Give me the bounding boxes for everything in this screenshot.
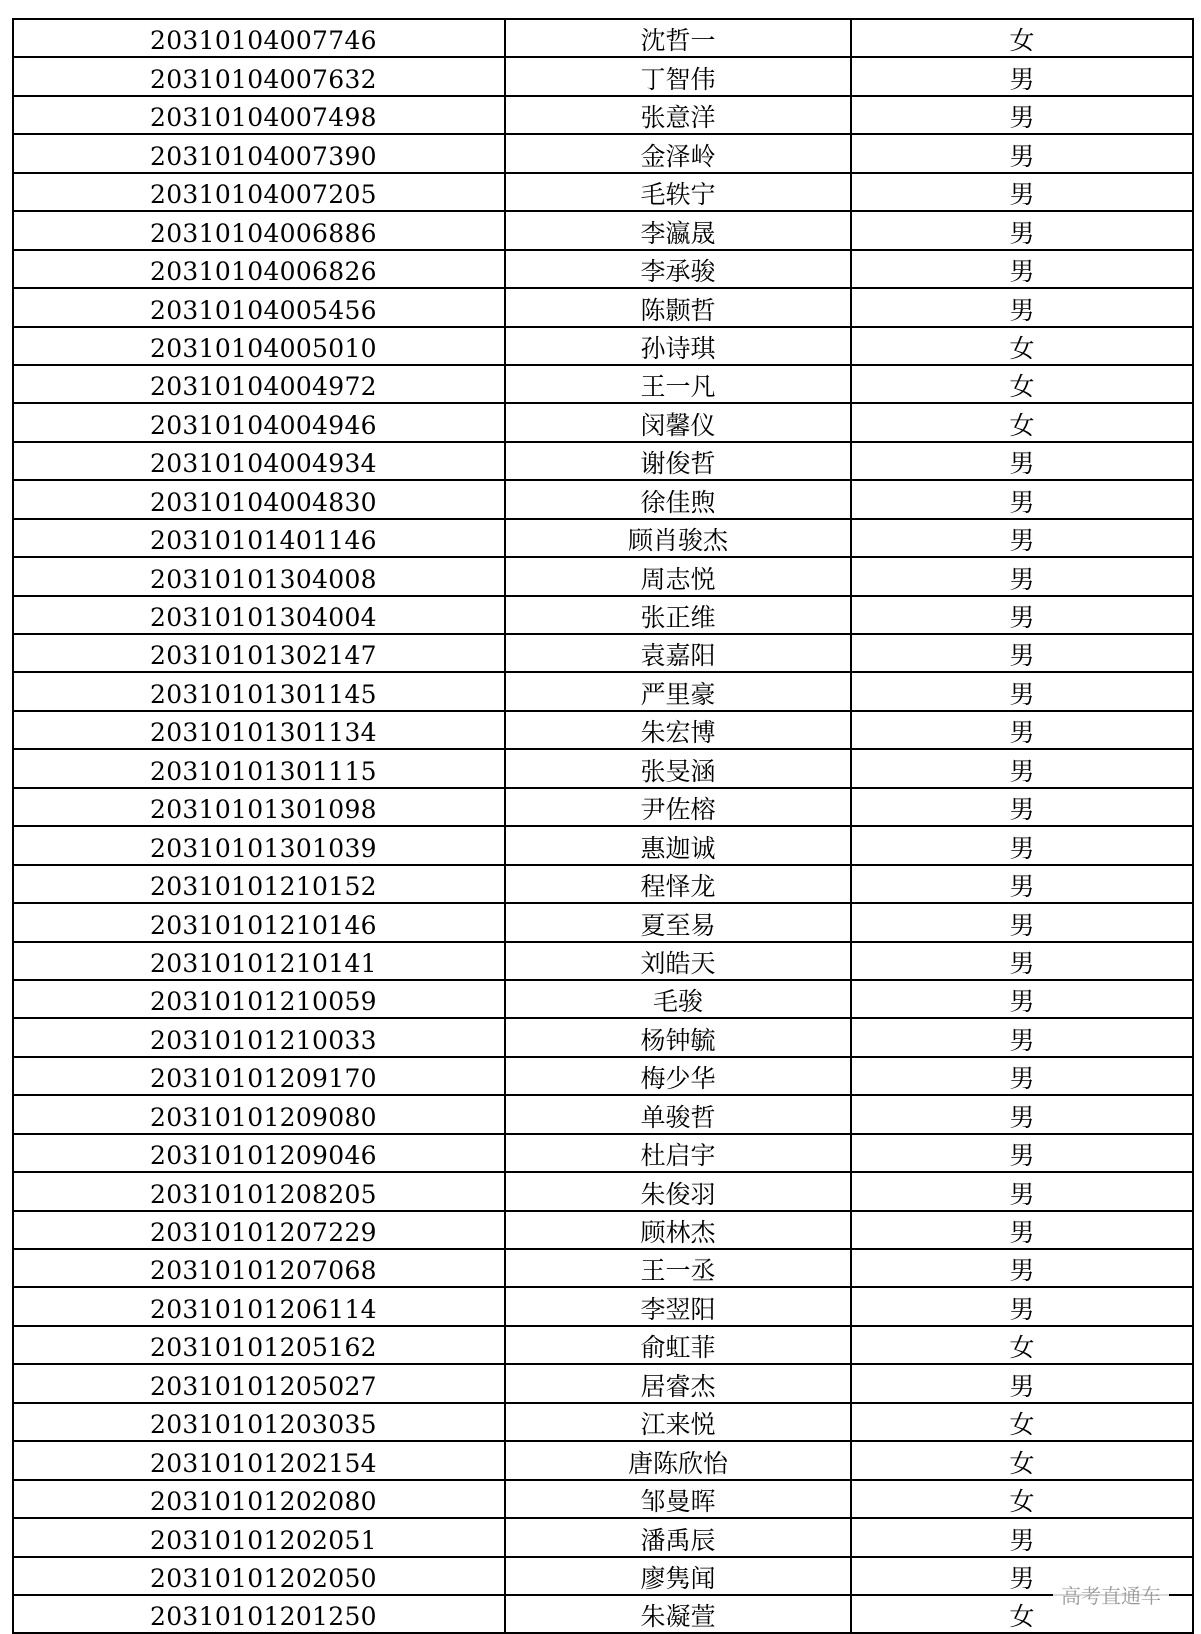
gender-cell: 男: [851, 480, 1193, 518]
student-name-cell: 朱凝萱: [505, 1595, 851, 1633]
student-name-cell: 王一凡: [505, 365, 851, 403]
candidate-id-cell: 20310101203035: [13, 1403, 505, 1441]
student-name-cell: 刘皓天: [505, 942, 851, 980]
student-name-cell: 梅少华: [505, 1057, 851, 1095]
table-row: [13, 1057, 1193, 1095]
gender-cell: 男: [851, 788, 1193, 826]
student-name-cell: 闵馨仪: [505, 403, 851, 441]
table-row: [13, 942, 1193, 980]
student-name-cell: 廖隽闻: [505, 1557, 851, 1595]
candidate-id-cell: 20310101304004: [13, 596, 505, 634]
student-name-cell: 朱宏博: [505, 711, 851, 749]
gender-cell: 男: [851, 442, 1193, 480]
candidate-id-cell: 20310101301134: [13, 711, 505, 749]
gender-cell: 女: [851, 19, 1193, 57]
student-name-cell: 毛骏: [505, 980, 851, 1018]
gender-cell: 女: [851, 1441, 1193, 1479]
table-row: [13, 327, 1193, 365]
table-row: [13, 1211, 1193, 1249]
table-row: [13, 634, 1193, 672]
student-name-cell: 程怿龙: [505, 865, 851, 903]
table-row: [13, 211, 1193, 249]
student-name-cell: 李承骏: [505, 250, 851, 288]
student-name-cell: 陈颢哲: [505, 288, 851, 326]
table-row: [13, 1595, 1193, 1633]
student-name-cell: 杨钟毓: [505, 1018, 851, 1056]
candidate-id-cell: 20310101301098: [13, 788, 505, 826]
gender-cell: 男: [851, 1211, 1193, 1249]
gender-cell: 女: [851, 1403, 1193, 1441]
student-name-cell: 居睿杰: [505, 1364, 851, 1402]
candidate-id-cell: 20310104007632: [13, 57, 505, 95]
candidate-id-cell: 20310101209080: [13, 1095, 505, 1133]
student-name-cell: 杜启宇: [505, 1134, 851, 1172]
gender-cell: 男: [851, 173, 1193, 211]
gender-cell: 男: [851, 519, 1193, 557]
gender-cell: 女: [851, 1480, 1193, 1518]
candidate-id-cell: 20310104004934: [13, 442, 505, 480]
student-name-cell: 沈哲一: [505, 19, 851, 57]
gender-cell: 男: [851, 1134, 1193, 1172]
gender-cell: 男: [851, 1287, 1193, 1325]
gender-cell: 男: [851, 1057, 1193, 1095]
student-name-cell: 顾林杰: [505, 1211, 851, 1249]
candidate-id-cell: 20310104007746: [13, 19, 505, 57]
table-row: [13, 1095, 1193, 1133]
student-name-cell: 唐陈欣怡: [505, 1441, 851, 1479]
gender-cell: 男: [851, 711, 1193, 749]
candidate-id-cell: 20310101210033: [13, 1018, 505, 1056]
candidate-id-cell: 20310104004972: [13, 365, 505, 403]
gender-cell: 男: [851, 634, 1193, 672]
candidate-id-cell: 20310101304008: [13, 557, 505, 595]
candidate-id-cell: 20310101301039: [13, 826, 505, 864]
table-row: [13, 1364, 1193, 1402]
candidate-id-cell: 20310104007498: [13, 96, 505, 134]
candidate-id-cell: 20310101209046: [13, 1134, 505, 1172]
candidate-id-cell: 20310101401146: [13, 519, 505, 557]
student-name-cell: 王一丞: [505, 1249, 851, 1287]
gender-cell: 男: [851, 557, 1193, 595]
table-row: [13, 672, 1193, 710]
table-row: [13, 1441, 1193, 1479]
student-name-cell: 谢俊哲: [505, 442, 851, 480]
gender-cell: 男: [851, 942, 1193, 980]
candidate-id-cell: 20310101210141: [13, 942, 505, 980]
student-name-cell: 徐佳煦: [505, 480, 851, 518]
table-row: [13, 903, 1193, 941]
table-row: [13, 596, 1193, 634]
student-name-cell: 潘禹辰: [505, 1518, 851, 1556]
table-row: [13, 519, 1193, 557]
student-name-cell: 尹佐榕: [505, 788, 851, 826]
student-name-cell: 夏至易: [505, 903, 851, 941]
student-name-cell: 袁嘉阳: [505, 634, 851, 672]
gender-cell: 女: [851, 1326, 1193, 1364]
gender-cell: 男: [851, 1095, 1193, 1133]
candidate-id-cell: 20310101205162: [13, 1326, 505, 1364]
student-name-cell: 孙诗琪: [505, 327, 851, 365]
gender-cell: 女: [851, 365, 1193, 403]
table-row: [13, 1172, 1193, 1210]
candidate-id-cell: 20310101301145: [13, 672, 505, 710]
gender-cell: 男: [851, 1018, 1193, 1056]
table-row: [13, 557, 1193, 595]
candidate-id-cell: 20310104005456: [13, 288, 505, 326]
table-row: [13, 980, 1193, 1018]
student-name-cell: 毛轶宁: [505, 173, 851, 211]
gender-cell: 男: [851, 596, 1193, 634]
table-row: [13, 1480, 1193, 1518]
student-name-cell: 朱俊羽: [505, 1172, 851, 1210]
candidate-id-cell: 20310101202050: [13, 1557, 505, 1595]
candidate-id-cell: 20310101207068: [13, 1249, 505, 1287]
student-name-cell: 顾肖骏杰: [505, 519, 851, 557]
gender-cell: 男: [851, 1249, 1193, 1287]
candidate-id-cell: 20310101301115: [13, 749, 505, 787]
candidate-id-cell: 20310101202154: [13, 1441, 505, 1479]
gender-cell: 男: [851, 211, 1193, 249]
candidate-id-cell: 20310104004946: [13, 403, 505, 441]
table-row: [13, 1134, 1193, 1172]
table-row: [13, 788, 1193, 826]
candidate-id-cell: 20310104006826: [13, 250, 505, 288]
gender-cell: 男: [851, 980, 1193, 1018]
table-row: [13, 57, 1193, 95]
student-name-cell: 金泽岭: [505, 134, 851, 172]
table-row: [13, 96, 1193, 134]
candidate-id-cell: 20310101210059: [13, 980, 505, 1018]
candidate-id-cell: 20310104007390: [13, 134, 505, 172]
candidate-id-cell: 20310104004830: [13, 480, 505, 518]
gender-cell: 男: [851, 1518, 1193, 1556]
student-name-cell: 周志悦: [505, 557, 851, 595]
table-row: [13, 1287, 1193, 1325]
table-row: [13, 826, 1193, 864]
table-row: [13, 288, 1193, 326]
gender-cell: 男: [851, 749, 1193, 787]
candidate-id-cell: 20310101202051: [13, 1518, 505, 1556]
gender-cell: 男: [851, 1364, 1193, 1402]
gender-cell: 男: [851, 826, 1193, 864]
table-row: [13, 403, 1193, 441]
gender-cell: 男: [851, 1557, 1193, 1595]
gender-cell: 男: [851, 1172, 1193, 1210]
candidate-id-cell: 20310101202080: [13, 1480, 505, 1518]
student-name-cell: 邹曼晖: [505, 1480, 851, 1518]
table-row: [13, 1403, 1193, 1441]
gender-cell: 女: [851, 403, 1193, 441]
student-name-cell: 单骏哲: [505, 1095, 851, 1133]
gender-cell: 男: [851, 57, 1193, 95]
gender-cell: 男: [851, 250, 1193, 288]
candidate-id-cell: 20310101206114: [13, 1287, 505, 1325]
student-name-cell: 李瀛晟: [505, 211, 851, 249]
roster-table: [12, 18, 1194, 1634]
table-row: [13, 173, 1193, 211]
student-name-cell: 李翌阳: [505, 1287, 851, 1325]
gender-cell: 男: [851, 672, 1193, 710]
gender-cell: 男: [851, 865, 1193, 903]
candidate-id-cell: 20310101205027: [13, 1364, 505, 1402]
student-name-cell: 丁智伟: [505, 57, 851, 95]
table-row: [13, 1557, 1193, 1595]
student-name-cell: 严里豪: [505, 672, 851, 710]
gender-cell: 女: [851, 327, 1193, 365]
student-name-cell: 张正维: [505, 596, 851, 634]
candidate-id-cell: 20310101207229: [13, 1211, 505, 1249]
table-row: [13, 1326, 1193, 1364]
table-row: [13, 865, 1193, 903]
candidate-id-cell: 20310101201250: [13, 1595, 505, 1633]
candidate-id-cell: 20310104006886: [13, 211, 505, 249]
gender-cell: 男: [851, 96, 1193, 134]
table-row: [13, 134, 1193, 172]
table-row: [13, 1018, 1193, 1056]
candidate-id-cell: 20310101210146: [13, 903, 505, 941]
candidate-id-cell: 20310101209170: [13, 1057, 505, 1095]
candidate-id-cell: 20310101302147: [13, 634, 505, 672]
table-row: [13, 749, 1193, 787]
candidate-id-cell: 20310101210152: [13, 865, 505, 903]
table-row: [13, 1249, 1193, 1287]
candidate-id-cell: 20310104005010: [13, 327, 505, 365]
gender-cell: 男: [851, 134, 1193, 172]
gender-cell: 男: [851, 288, 1193, 326]
table-row: [13, 711, 1193, 749]
table-row: [13, 250, 1193, 288]
table-row: [13, 442, 1193, 480]
roster-body: [13, 19, 1193, 1633]
student-name-cell: 张旻涵: [505, 749, 851, 787]
table-row: [13, 1518, 1193, 1556]
table-row: [13, 365, 1193, 403]
table-row: [13, 19, 1193, 57]
watermark-logo: 高考直通车: [1053, 1579, 1169, 1613]
gender-cell: 男: [851, 903, 1193, 941]
candidate-id-cell: 20310104007205: [13, 173, 505, 211]
table-row: [13, 480, 1193, 518]
student-name-cell: 张意洋: [505, 96, 851, 134]
candidate-id-cell: 20310101208205: [13, 1172, 505, 1210]
gender-cell: 女: [851, 1595, 1193, 1633]
student-name-cell: 惠迦诚: [505, 826, 851, 864]
student-name-cell: 江来悦: [505, 1403, 851, 1441]
student-name-cell: 俞虹菲: [505, 1326, 851, 1364]
